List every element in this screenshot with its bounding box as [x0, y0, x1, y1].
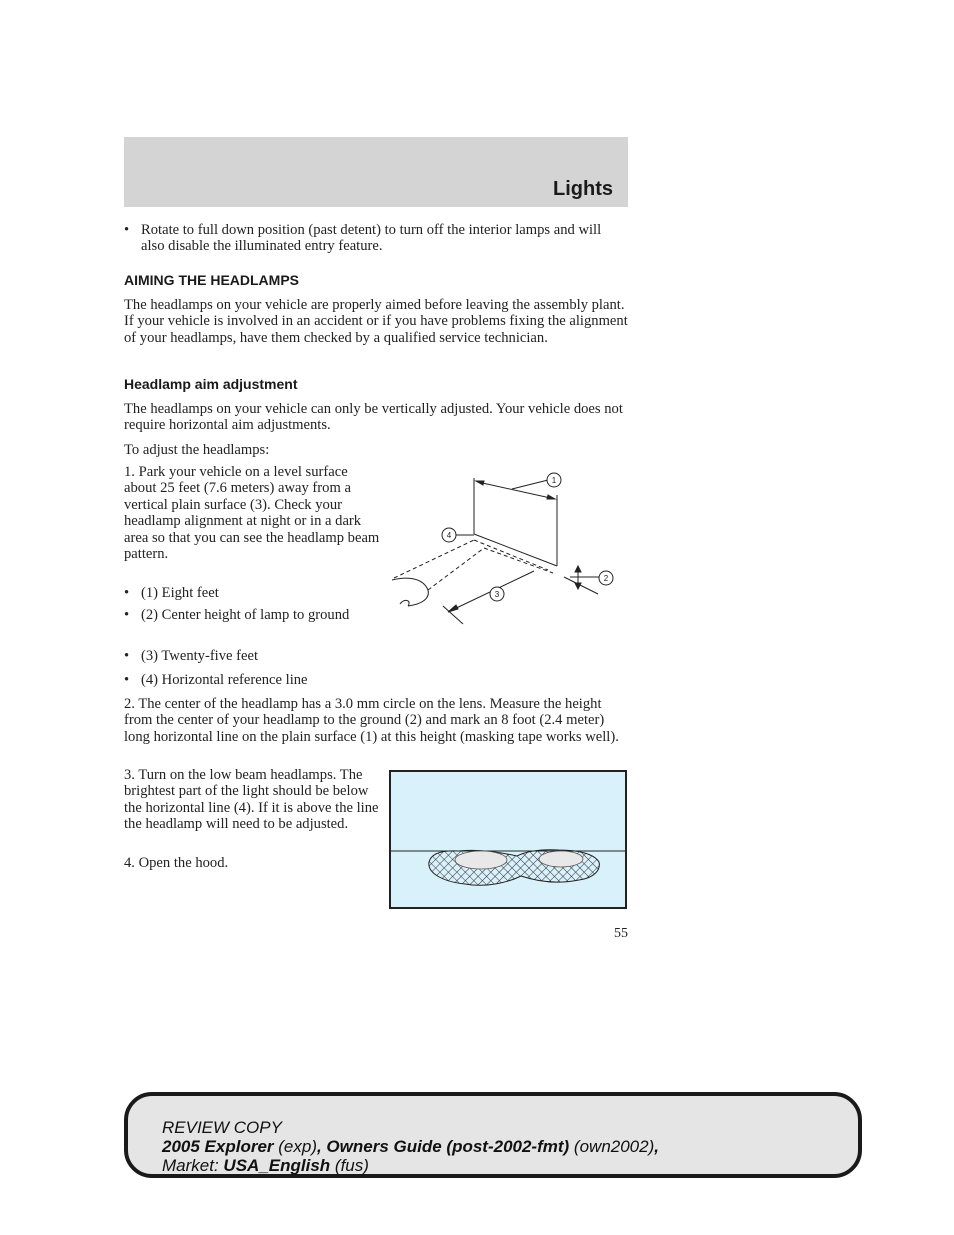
- bullet-dot: •: [124, 607, 130, 623]
- callout-4-label: 4: [446, 531, 452, 540]
- legend-text: (4) Horizontal reference line: [141, 672, 308, 688]
- callout-1-label: 1: [551, 476, 557, 485]
- bullet-dot: •: [124, 585, 130, 601]
- guide-code: (own2002): [573, 1137, 655, 1156]
- paragraph-aiming: The headlamps on your vehicle are properly aimed before leaving the assembly plant. If your vehicle is involved in an accident or if you have problems fixing the alignment of your headlamps, have them checked by a qualified service technician.: [124, 297, 628, 346]
- review-copy-label: REVIEW COPY: [162, 1118, 282, 1137]
- right-beam-center: [539, 851, 583, 867]
- step-1: 1. Park your vehicle on a level surface about 25 feet (7.6 meters) away from a vertical plain surface (3). Check your headlamp alignment at night or in a dark area so that you can see the headlamp beam pattern.: [124, 464, 380, 563]
- callout-2-label: 2: [603, 574, 609, 583]
- legend-item: [124, 648, 364, 664]
- beam-pattern-diagram: [389, 770, 627, 910]
- step-3: 3. Turn on the low beam headlamps. The brightest part of the light should be below the horizontal line (4). If it is above the line the headlamp will need to be adjusted.: [124, 767, 379, 833]
- left-beam-center: [455, 851, 507, 869]
- paragraph-adjustment: The headlamps on your vehicle can only be vertically adjusted. Your vehicle does not require horizontal aim adjustments.: [124, 401, 623, 434]
- page-number: 55: [614, 926, 628, 941]
- heading-aiming: AIMING THE HEADLAMPS: [124, 272, 299, 288]
- legend-item: [124, 607, 364, 623]
- section-header: [124, 137, 628, 207]
- paragraph-to-adjust: To adjust the headlamps:: [124, 442, 270, 458]
- legend-text: (3) Twenty-five feet: [141, 648, 259, 664]
- legend-text: (1) Eight feet: [141, 585, 219, 601]
- review-copy-text: [162, 1118, 659, 1175]
- step-4: 4. Open the hood.: [124, 855, 229, 871]
- bullet-text: Rotate to full down position (past detent) to turn off the interior lamps and will also disable the illuminated entry feature.: [141, 222, 602, 255]
- callout-3-label: 3: [494, 590, 500, 599]
- legend-item: [124, 585, 364, 601]
- section-title: Lights: [553, 178, 613, 200]
- market-code: (fus): [334, 1156, 369, 1175]
- market-label: Market:: [162, 1156, 219, 1175]
- legend-item: [124, 672, 364, 688]
- market-name: USA_English: [223, 1156, 331, 1175]
- bullet-dot: •: [124, 648, 130, 664]
- guide-name: , Owners Guide (post-2002-fmt): [316, 1137, 570, 1156]
- model-name: 2005 Explorer: [162, 1137, 274, 1156]
- bullet-dot: •: [124, 222, 130, 238]
- heading-adjustment: Headlamp aim adjustment: [124, 376, 298, 392]
- model-code: (exp): [278, 1137, 317, 1156]
- step-2: 2. The center of the headlamp has a 3.0 mm circle on the lens. Measure the height from the center of your headlamp to the ground (2) and mark an 8 foot (2.4 meter) long horizontal line on the plain surface (1) at this height (masking tape works well).: [124, 696, 619, 745]
- bullet-dot: •: [124, 672, 130, 688]
- headlamp-aiming-diagram: [388, 466, 628, 630]
- legend-text: (2) Center height of lamp to ground: [141, 607, 350, 623]
- review-market-line: [162, 1156, 659, 1175]
- review-model-line: 2005 Explorer (exp), Owners Guide (post-2002-fmt) (own2002),: [162, 1137, 659, 1156]
- bullet-interior-lamps: [124, 222, 604, 255]
